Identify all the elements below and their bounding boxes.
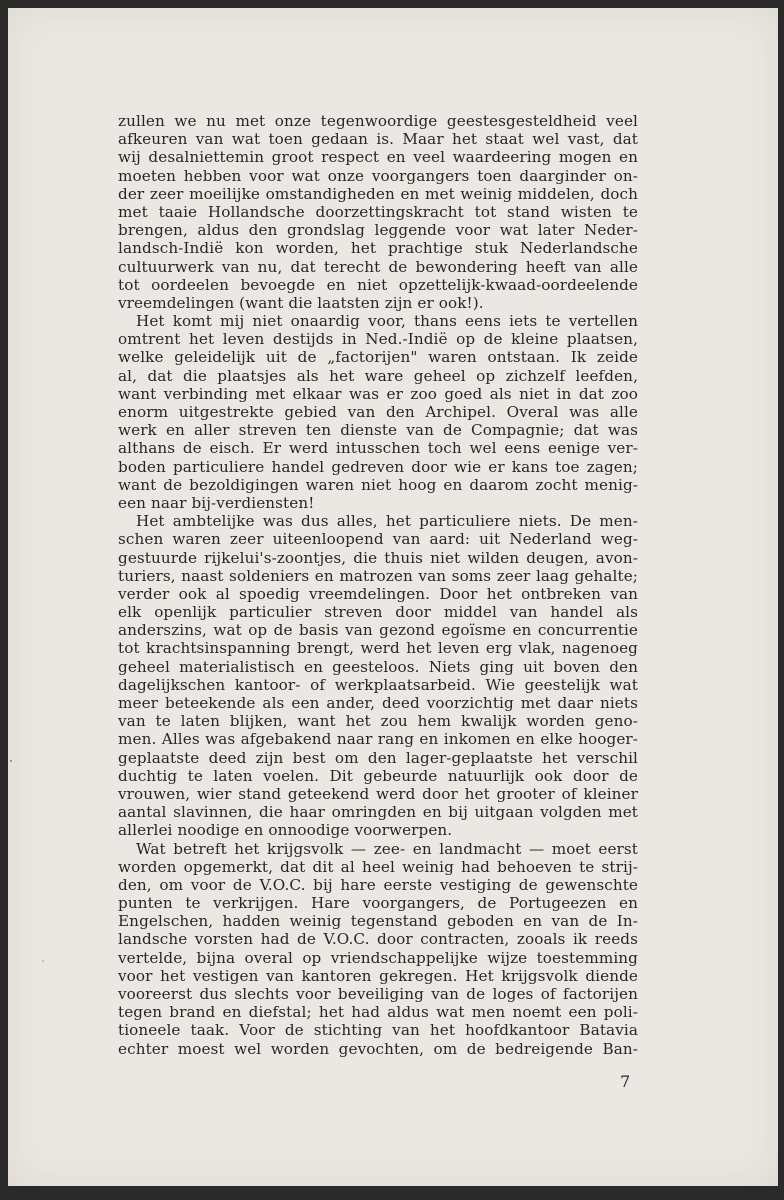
text-line: Wat betreft het krijgsvolk — zee- en landmacht — moet eerst [136,839,638,858]
text-line: enorm uitgestrekte gebied van den Archipel. Overal was alle [118,403,638,421]
text-line: worden opgemerkt, dat dit al heel weinig had behoeven te strij- [118,857,638,876]
text-line: al, dat die plaatsjes als het ware geheel op zichzelf leefden, [118,366,638,385]
text-line: vertelde, bijna overal op vriendschappelijke wijze toestemming [118,948,638,967]
text-line: zullen we nu met onze tegenwoordige geestesgesteldheid veel [118,112,638,130]
text-line: landsche vorsten had de V.O.C. door contracten, zooals ik reeds [118,930,638,949]
text-line: omtrent het leven destijds in Ned.-Indië op de kleine plaatsen, [118,330,638,349]
page-number: 7 [620,1072,631,1091]
text-line: punten te verkrijgen. Hare voorgangers, de Portugeezen en [118,894,638,913]
text-line: vrouwen, wier stand geteekend werd door het grooter of kleiner [118,784,638,803]
text-line: tioneele taak. Voor de stichting van het hoofdkantoor Batavia [118,1021,638,1040]
text-line: met taaie Hollandsche doorzettingskracht tot stand wisten te [118,202,638,221]
text-line: men. Alles was afgebakend naar rang en inkomen en elke hooger- [118,730,638,749]
book-page [8,8,778,1186]
text-line: tot oordeelen bevoegde en niet opzettelijk-kwaad-oordeelende [118,275,638,294]
text-line: voor het vestigen van kantoren gekregen. Het krijgsvolk diende [118,966,638,985]
text-line: welke geleidelijk uit de „factorijen" waren ontstaan. Ik zeide [118,348,638,367]
text-line: duchtig te laten voelen. Dit gebeurde natuurlijk ook door de [118,766,638,785]
text-line: schen waren zeer uiteenloopend van aard: uit Nederland weg- [118,530,638,549]
text-line: allerlei noodige en onnoodige voorwerpen. [118,821,453,840]
text-line: cultuurwerk van nu, dat terecht de bewondering heeft van alle [118,257,638,276]
text-line: turiers, naast soldeniers en matrozen van soms zeer laag gehalte; [118,566,638,585]
text-line: echter moest wel worden gevochten, om de bedreigende Ban- [118,1039,638,1058]
paper-speck [42,960,44,962]
text-line: tot krachtsinspanning brengt, werd het leven erg vlak, nagenoeg [118,639,638,658]
text-line: moeten hebben voor wat onze voorgangers toen daarginder on- [118,166,638,185]
text-line: dagelijkschen kantoor- of werkplaatsarbeid. Wie geestelijk wat [118,675,638,694]
text-line: want de bezoldigingen waren niet hoog en daarom zocht menig- [118,475,638,494]
text-line: meer beteekende als een ander, deed voorzichtig met daar niets [118,694,638,712]
text-line: verder ook al spoedig vreemdelingen. Door het ontbreken van [118,584,638,603]
text-line: want verbinding met elkaar was er zoo goed als niet in dat zoo [118,384,638,403]
text-line: werk en aller streven ten dienste van de Compagnie; dat was [118,421,638,440]
text-line: vooreerst dus slechts voor beveiliging van de loges of factorijen [118,985,638,1003]
body-text [118,112,638,1058]
text-line: geplaatste deed zijn best om den lager-geplaatste het verschil [118,748,638,767]
text-line: Het ambtelijke was dus alles, het particuliere niets. De men- [136,512,638,531]
text-line: gestuurde rijkelui's-zoontjes, die thuis niet wilden deugen, avon- [118,548,638,567]
text-line: aantal slavinnen, die haar omringden en bij uitgaan volgden met [118,803,638,822]
text-line: der zeer moeilijke omstandigheden en met weinig middelen, doch [118,184,638,203]
text-line: Engelschen, hadden weinig tegenstand geboden en van de In- [118,912,638,931]
text-line: een naar bij-verdiensten! [118,493,315,512]
text-line: afkeuren van wat toen gedaan is. Maar het staat wel vast, dat [118,130,638,149]
text-line: Het komt mij niet onaardig voor, thans eens iets te vertellen [136,312,638,331]
text-line: geheel materialistisch en geesteloos. Niets ging uit boven den [118,657,638,676]
text-line: den, om voor de V.O.C. bij hare eerste vestiging de gewenschte [118,875,638,894]
text-line: althans de eisch. Er werd intusschen toch wel eens eenige ver- [118,439,638,458]
text-line: van te laten blijken, want het zou hem kwalijk worden geno- [118,712,638,731]
text-line: vreemdelingen (want die laatsten zijn er ook!). [118,293,484,312]
text-line: boden particuliere handel gedreven door wie er kans toe zagen; [118,457,638,476]
text-line: tegen brand en diefstal; het had aldus wat men noemt een poli- [118,1003,638,1022]
text-line: brengen, aldus den grondslag leggende voor wat later Neder- [118,221,638,240]
text-line: anderszins, wat op de basis van gezond egoïsme en concurrentie [118,621,638,640]
text-line: elk openlijk particulier streven door middel van handel als [118,603,638,622]
text-line: wij desalniettemin groot respect en veel waardeering mogen en [118,148,638,167]
text-line: landsch-Indië kon worden, het prachtige stuk Nederlandsche [118,239,638,258]
paper-speck [10,760,12,762]
